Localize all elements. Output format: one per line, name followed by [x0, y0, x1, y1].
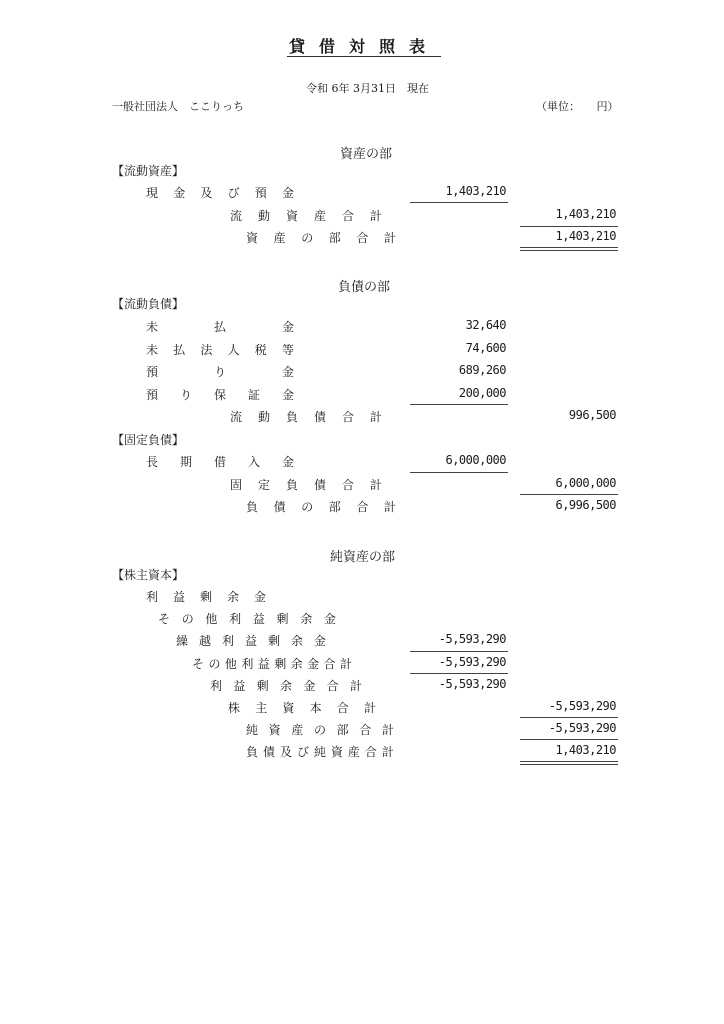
document-title: 貸借対照表 — [289, 37, 440, 56]
label-char: 保 — [213, 388, 226, 402]
label-char: 計 — [381, 723, 394, 737]
label-char: 益 — [257, 657, 270, 671]
label-char: 証 — [247, 388, 260, 402]
label-char: 産 — [273, 231, 286, 245]
label-char: 借 — [213, 455, 226, 469]
label-char: 期 — [179, 455, 192, 469]
label-char: 剰 — [267, 634, 280, 648]
total-assets-label — [246, 229, 396, 246]
retained-earnings-total-label — [210, 677, 362, 694]
label-char: び — [296, 745, 309, 759]
current-assets-total-value: 1,403,210 — [555, 207, 616, 221]
label-char: 剰 — [274, 657, 287, 671]
label-char: 益 — [172, 590, 185, 604]
label-char: 他 — [224, 657, 237, 671]
label-char: 計 — [349, 679, 362, 693]
current-liabilities-total-value: 996,500 — [568, 408, 616, 422]
label-char: 剰 — [256, 679, 269, 693]
label-char: 利 — [210, 679, 223, 693]
label-char: 部 — [328, 231, 341, 245]
label-char: 金 — [281, 186, 294, 200]
label-char: 資 — [246, 231, 259, 245]
label-char: 資 — [268, 723, 281, 737]
rule — [520, 717, 618, 718]
label-char: 株 — [228, 701, 241, 715]
label-char: 未 — [146, 320, 159, 334]
label-char: 計 — [369, 209, 382, 223]
label-char: 固 — [230, 478, 243, 492]
current-assets-category: 【流動資産】 — [112, 164, 185, 178]
label-char: 他 — [205, 612, 218, 626]
carried-forward-value: -5,593,290 — [438, 632, 506, 646]
label-char: 余 — [290, 634, 303, 648]
label-char: 入 — [247, 455, 260, 469]
label-char: 計 — [339, 657, 352, 671]
retained-earnings-total-value: -5,593,290 — [438, 677, 506, 691]
net-assets-heading: 純資産の部 — [330, 550, 396, 565]
total-net-assets-label — [246, 721, 394, 738]
other-retained-earnings-label — [158, 610, 336, 627]
label-char: 債 — [313, 410, 326, 424]
fixed-liabilities-category: 【固定負債】 — [112, 433, 185, 447]
label-char: 資 — [285, 209, 298, 223]
label-char: り — [179, 388, 192, 402]
rule — [410, 472, 508, 473]
label-char: 剰 — [199, 590, 212, 604]
label-char: そ — [192, 657, 205, 671]
label-char: 産 — [313, 209, 326, 223]
label-char: 合 — [356, 500, 369, 514]
liability-item-label — [146, 386, 294, 403]
other-retained-total-value: -5,593,290 — [438, 655, 506, 669]
equity-total-value: -5,593,290 — [548, 699, 616, 713]
label-char: 計 — [381, 745, 394, 759]
longterm-loan-label — [146, 453, 294, 470]
label-char: 未 — [146, 343, 159, 357]
label-char: の — [208, 657, 221, 671]
liability-item-label — [146, 318, 294, 335]
total-assets-value: 1,403,210 — [555, 229, 616, 243]
fixed-liabilities-total-label — [230, 476, 382, 493]
label-char: 負 — [285, 478, 298, 492]
label-char: 利 — [229, 612, 242, 626]
liabilities-heading: 負債の部 — [338, 280, 391, 295]
grand-total-value: 1,403,210 — [555, 743, 616, 757]
liability-item-label — [146, 341, 294, 358]
label-char: 余 — [226, 590, 239, 604]
current-liabilities-category: 【流動負債】 — [112, 297, 185, 311]
label-char: の — [301, 231, 314, 245]
label-char: 長 — [146, 455, 159, 469]
cash-deposits-label — [146, 184, 294, 201]
label-char: 負 — [246, 745, 259, 759]
liability-item-value: 32,640 — [465, 318, 506, 332]
label-char: 資 — [330, 745, 343, 759]
currency-unit: （単位： 円） — [536, 100, 619, 113]
label-char: 払 — [173, 343, 186, 357]
double-rule — [520, 247, 618, 251]
label-char: 負 — [285, 410, 298, 424]
label-char: の — [301, 500, 314, 514]
label-char: 法 — [200, 343, 213, 357]
total-liabilities-label — [246, 498, 396, 515]
label-char: 税 — [254, 343, 267, 357]
equity-total-label — [228, 699, 376, 716]
fixed-liabilities-total-value: 6,000,000 — [555, 476, 616, 490]
label-char: 預 — [254, 186, 267, 200]
label-char: 動 — [257, 410, 270, 424]
other-retained-total-label — [192, 655, 352, 672]
total-net-assets-value: -5,593,290 — [548, 721, 616, 735]
label-char: 金 — [313, 634, 326, 648]
rule — [520, 739, 618, 740]
double-rule — [520, 761, 618, 765]
label-char: 合 — [341, 478, 354, 492]
longterm-loan-value: 6,000,000 — [445, 453, 506, 467]
label-char: 流 — [230, 410, 243, 424]
label-char: 流 — [230, 209, 243, 223]
label-char: 純 — [246, 723, 259, 737]
label-char: 計 — [369, 478, 382, 492]
label-char: 余 — [290, 657, 303, 671]
label-char: 定 — [257, 478, 270, 492]
liability-item-value: 74,600 — [465, 341, 506, 355]
label-char: 部 — [328, 500, 341, 514]
label-char: 金 — [281, 320, 294, 334]
total-liabilities-value: 6,996,500 — [555, 498, 616, 512]
label-char: び — [227, 186, 240, 200]
liability-item-value: 689,260 — [458, 363, 506, 377]
label-char: 金 — [253, 590, 266, 604]
label-char: 及 — [200, 186, 213, 200]
label-char: の — [313, 723, 326, 737]
label-char: 利 — [241, 657, 254, 671]
label-char: 資 — [282, 701, 295, 715]
label-char: 産 — [347, 745, 360, 759]
label-char: 余 — [279, 679, 292, 693]
label-char: 余 — [300, 612, 313, 626]
label-char: 利 — [221, 634, 234, 648]
retained-earnings-label — [146, 588, 266, 605]
label-char: 合 — [364, 745, 377, 759]
label-char: 合 — [359, 723, 372, 737]
label-char: 人 — [227, 343, 240, 357]
title-underline — [287, 56, 441, 57]
label-char: 金 — [281, 455, 294, 469]
equity-category: 【株主資本】 — [112, 568, 185, 582]
label-char: 動 — [257, 209, 270, 223]
label-char: 合 — [336, 701, 349, 715]
label-char: り — [213, 365, 226, 379]
label-char: そ — [158, 612, 171, 626]
label-char: 益 — [252, 612, 265, 626]
label-char: 本 — [309, 701, 322, 715]
label-char: 産 — [291, 723, 304, 737]
label-char: 部 — [336, 723, 349, 737]
label-char: 合 — [323, 657, 336, 671]
label-char: 払 — [213, 320, 226, 334]
rule — [410, 673, 508, 674]
label-char: 等 — [281, 343, 294, 357]
label-char: の — [181, 612, 194, 626]
label-char: 計 — [363, 701, 376, 715]
label-char: 金 — [303, 679, 316, 693]
rule — [520, 494, 618, 495]
rule — [520, 226, 618, 227]
label-char: 金 — [281, 365, 294, 379]
label-char: 及 — [279, 745, 292, 759]
label-char: 負 — [246, 500, 259, 514]
label-char: 債 — [313, 478, 326, 492]
label-char: 金 — [173, 186, 186, 200]
label-char: 合 — [356, 231, 369, 245]
current-liabilities-total-label — [230, 408, 382, 425]
report-date: 令和 6年 3月31日 現在 — [306, 82, 429, 95]
label-char: 計 — [369, 410, 382, 424]
label-char: 金 — [307, 657, 320, 671]
carried-forward-label — [176, 632, 326, 649]
label-char: 益 — [244, 634, 257, 648]
liability-item-label — [146, 363, 294, 380]
company-name: 一般社団法人 ここりっち — [112, 100, 244, 113]
label-char: 主 — [255, 701, 268, 715]
label-char: 純 — [313, 745, 326, 759]
assets-heading: 資産の部 — [340, 147, 393, 162]
label-char: 金 — [281, 388, 294, 402]
cash-deposits-value: 1,403,210 — [445, 184, 506, 198]
grand-total-label — [246, 743, 394, 760]
label-char: 合 — [326, 679, 339, 693]
label-char: 剰 — [276, 612, 289, 626]
label-char: 利 — [146, 590, 159, 604]
label-char: 越 — [198, 634, 211, 648]
rule — [410, 404, 508, 405]
label-char: 預 — [146, 388, 159, 402]
label-char: 預 — [146, 365, 159, 379]
label-char: 合 — [341, 209, 354, 223]
liability-item-value: 200,000 — [458, 386, 506, 400]
label-char: 債 — [262, 745, 275, 759]
label-char: 益 — [233, 679, 246, 693]
current-assets-total-label — [230, 207, 382, 224]
label-char: 現 — [146, 186, 159, 200]
label-char: 債 — [273, 500, 286, 514]
label-char: 金 — [323, 612, 336, 626]
label-char: 計 — [383, 500, 396, 514]
label-char: 計 — [383, 231, 396, 245]
label-char: 繰 — [176, 634, 189, 648]
rule — [410, 651, 508, 652]
label-char: 合 — [341, 410, 354, 424]
rule — [410, 202, 508, 203]
